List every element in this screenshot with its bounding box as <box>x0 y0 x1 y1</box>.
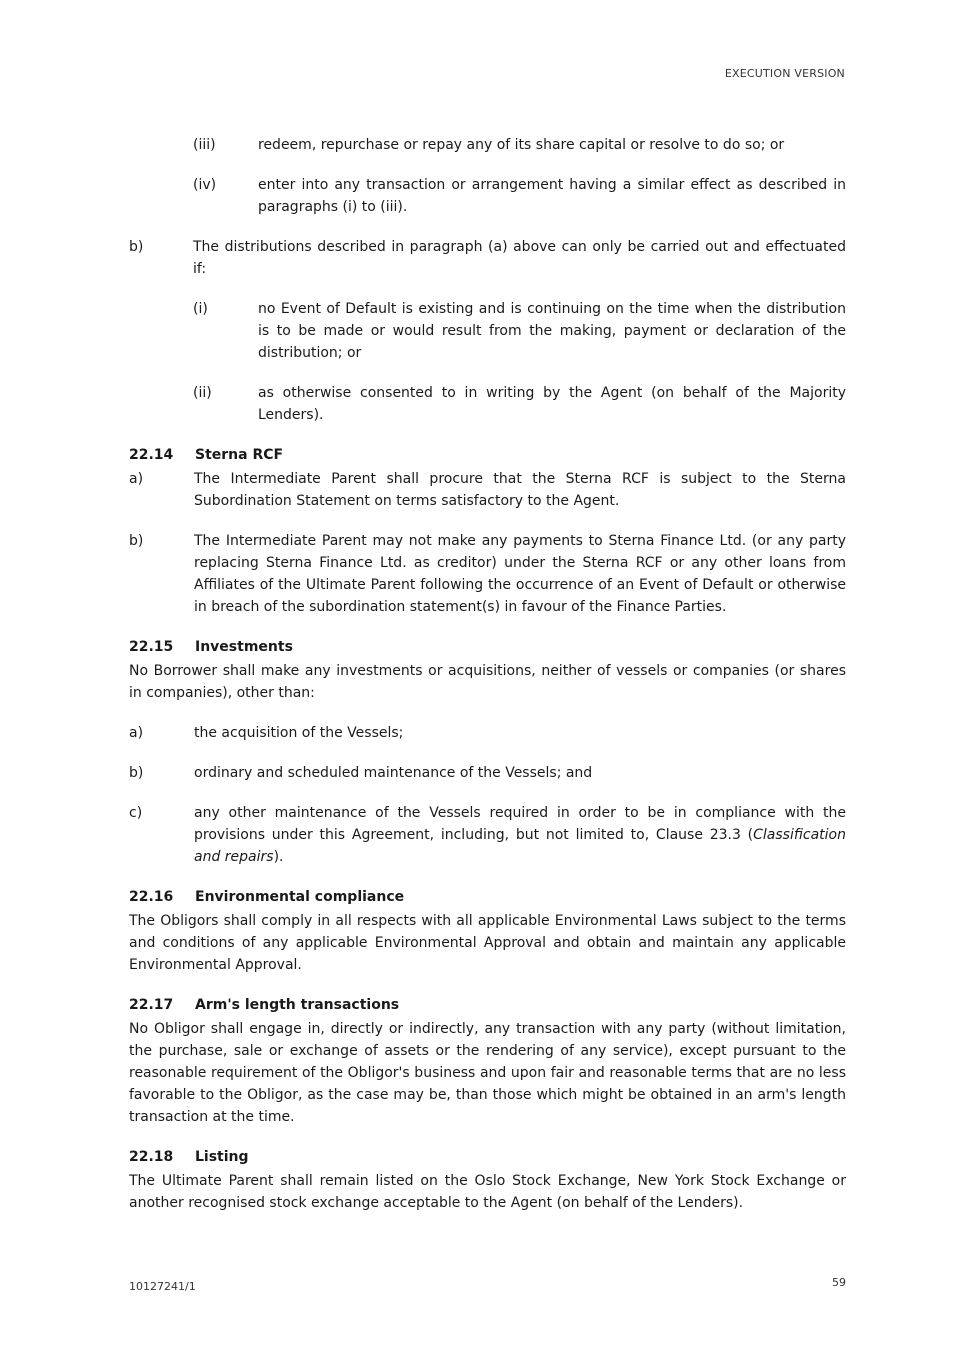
item-text-main: any other maintenance of the Vessels required in order to be in compliance with the provisions under this Agreement, including, but not limited to, Clause 23.3 ( <box>194 805 846 843</box>
list-item <box>129 530 846 618</box>
list-item <box>129 802 846 868</box>
section-paragraph: The Obligors shall comply in all respects with all applicable Environmental Laws subject to the terms and conditions of any applicable Environmental Approval and obtain and maintain any applicable Environmental Approval. <box>129 913 846 973</box>
section-title: Listing <box>195 1149 249 1165</box>
list-item <box>193 134 846 156</box>
item-text: the acquisition of the Vessels; <box>194 725 404 741</box>
section-heading <box>129 444 846 466</box>
section-title: Investments <box>195 639 293 655</box>
item-label: (i) <box>193 301 208 317</box>
list-item <box>193 174 846 218</box>
item-text: The Intermediate Parent shall procure that the Sterna RCF is subject to the Sterna Subordination Statement on terms satisfactory to the Agent. <box>194 471 846 509</box>
item-text: The Intermediate Parent may not make any payments to Sterna Finance Ltd. (or any party replacing Sterna Finance Ltd. as creditor) under the Sterna RCF or any other loans from Affiliates of the Ultimate Parent following the occurrence of an Event of Default or otherwise in breach of the subordination statement(s) in favour of the Finance Parties. <box>194 533 846 615</box>
item-text: enter into any transaction or arrangement having a similar effect as described in paragraphs (i) to (iii). <box>258 177 846 215</box>
section-number: 22.14 <box>129 447 174 463</box>
clause-reference: Classification and repairs <box>194 827 846 865</box>
list-item <box>193 382 846 426</box>
section-title: Arm's length transactions <box>195 997 400 1013</box>
section-number: 22.16 <box>129 889 174 905</box>
item-text <box>194 802 846 868</box>
section-heading <box>129 886 846 908</box>
section-paragraph: No Borrower shall make any investments or acquisitions, neither of vessels or companies (or shares in companies), other than: <box>129 663 846 701</box>
item-label: c) <box>129 805 143 821</box>
item-text: redeem, repurchase or repay any of its share capital or resolve to do so; or <box>258 137 785 153</box>
item-text: no Event of Default is existing and is continuing on the time when the distribution is to be made or would result from the making, payment or declaration of the distribution; or <box>258 301 846 361</box>
section-heading <box>129 994 846 1016</box>
item-text: as otherwise consented to in writing by the Agent (on behalf of the Majority Lenders). <box>258 385 846 423</box>
item-label: a) <box>129 725 144 741</box>
item-label: b) <box>129 533 144 549</box>
section-paragraph: No Obligor shall engage in, directly or indirectly, any transaction with any party (without limitation, the purchase, sale or exchange of assets or the rendering of any service), except pursuant to the reasonable requirement of the Obligor's business and upon fair and reasonable terms that are no less favorable to the Obligor, as the case may be, than those which might be obtained in an arm's length transaction at the time. <box>129 1021 846 1125</box>
item-label: (ii) <box>193 385 212 401</box>
list-item <box>193 298 846 364</box>
section-heading <box>129 636 846 658</box>
item-label: b) <box>129 765 144 781</box>
section-title: Environmental compliance <box>195 889 405 905</box>
list-item <box>129 468 846 512</box>
item-text: ordinary and scheduled maintenance of the Vessels; and <box>194 765 593 781</box>
section-number: 22.18 <box>129 1149 174 1165</box>
item-label: (iv) <box>193 177 217 193</box>
section-number: 22.15 <box>129 639 174 655</box>
list-item <box>129 722 846 744</box>
item-text-end: ). <box>273 849 284 865</box>
section-heading <box>129 1146 846 1168</box>
item-label: (iii) <box>193 137 216 153</box>
list-item <box>129 762 846 784</box>
item-label: a) <box>129 471 144 487</box>
section-paragraph: The Ultimate Parent shall remain listed on the Oslo Stock Exchange, New York Stock Exchange or another recognised stock exchange acceptable to the Agent (on behalf of the Lenders). <box>129 1173 846 1211</box>
execution-version-label: EXECUTION VERSION <box>724 67 845 80</box>
section-number: 22.17 <box>129 997 174 1013</box>
document-id: 10127241/1 <box>129 1280 196 1293</box>
list-item <box>129 236 846 280</box>
section-title: Sterna RCF <box>195 447 284 463</box>
page-number: 59 <box>832 1276 846 1289</box>
page-content <box>129 134 846 1214</box>
item-label: b) <box>129 239 144 255</box>
item-text: The distributions described in paragraph (a) above can only be carried out and effectuated if: <box>193 239 846 277</box>
